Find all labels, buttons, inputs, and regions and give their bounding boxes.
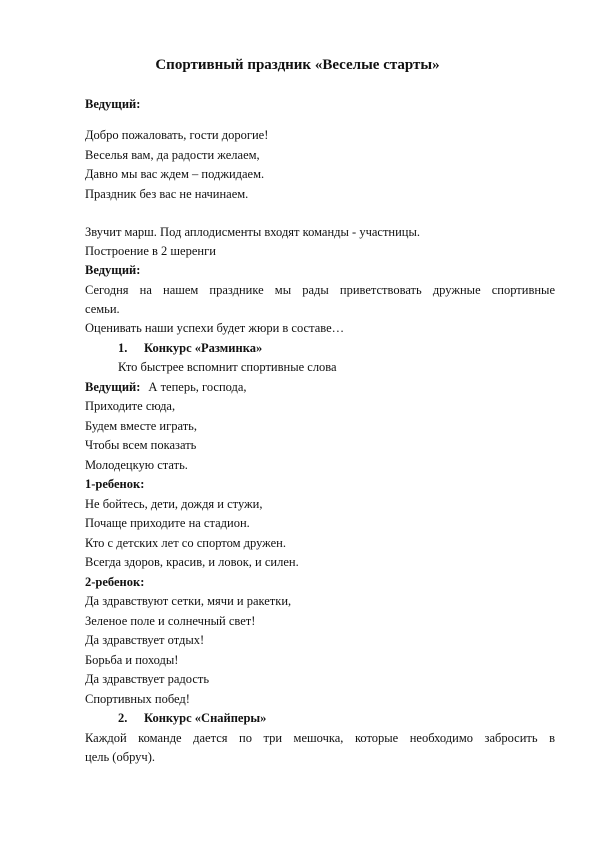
contest-description: Кто быстрее вспомнит спортивные слова bbox=[118, 360, 337, 374]
list-number: 1. bbox=[118, 341, 128, 355]
contest-heading bbox=[118, 710, 266, 726]
text-line: Давно мы вас ждем – поджидаем. bbox=[85, 167, 265, 181]
text-line: Праздник без вас не начинаем. bbox=[85, 187, 249, 201]
paragraph-line: Каждой команде дается по три мешочка, которые необходимо забросить в bbox=[85, 731, 555, 745]
text-line: Всегда здоров, красив, и ловок, и силен. bbox=[85, 555, 299, 569]
document-title: Спортивный праздник «Веселые старты» bbox=[155, 57, 440, 73]
text-line bbox=[85, 379, 247, 395]
line-text: А теперь, господа, bbox=[148, 380, 247, 394]
text-line: Да здравствует отдых! bbox=[85, 633, 205, 647]
text-line: Не бойтесь, дети, дождя и стужи, bbox=[85, 497, 263, 511]
stage-direction: Построение в 2 шеренги bbox=[85, 244, 216, 258]
text-line: Будем вместе играть, bbox=[85, 419, 197, 433]
text-line: Кто с детских лет со спортом дружен. bbox=[85, 536, 286, 550]
text-line: Молодецкую стать. bbox=[85, 458, 188, 472]
speaker-label: 1-ребенок: bbox=[85, 477, 145, 491]
paragraph-line: Сегодня на нашем празднике мы рады приветствовать дружные спортивные bbox=[85, 283, 555, 297]
contest-title: Конкурс «Разминка» bbox=[144, 341, 263, 355]
text-line: Зеленое поле и солнечный свет! bbox=[85, 614, 256, 628]
text-line: Да здравствуют сетки, мячи и ракетки, bbox=[85, 594, 292, 608]
text-line: Да здравствует радость bbox=[85, 672, 210, 686]
speaker-label: 2-ребенок: bbox=[85, 575, 145, 589]
text-line: Добро пожаловать, гости дорогие! bbox=[85, 128, 269, 142]
paragraph-line: Оценивать наши успехи будет жюри в составе… bbox=[85, 321, 345, 335]
list-number: 2. bbox=[118, 711, 128, 725]
stage-direction: Звучит марш. Под аплодисменты входят команды - участницы. bbox=[85, 225, 421, 239]
paragraph-line: цель (обруч). bbox=[85, 750, 155, 764]
text-line: Почаще приходите на стадион. bbox=[85, 516, 250, 530]
text-line: Веселья вам, да радости желаем, bbox=[85, 148, 260, 162]
text-line: Борьба и походы! bbox=[85, 653, 179, 667]
speaker-label: Ведущий: bbox=[85, 97, 141, 111]
contest-heading bbox=[118, 340, 262, 356]
text-line: Спортивных побед! bbox=[85, 692, 190, 706]
text-line: Приходите сюда, bbox=[85, 399, 176, 413]
contest-title: Конкурс «Снайперы» bbox=[144, 711, 267, 725]
speaker-label: Ведущий: bbox=[85, 380, 141, 394]
paragraph-line: семьи. bbox=[85, 302, 120, 316]
text-line: Чтобы всем показать bbox=[85, 438, 197, 452]
speaker-label: Ведущий: bbox=[85, 263, 141, 277]
